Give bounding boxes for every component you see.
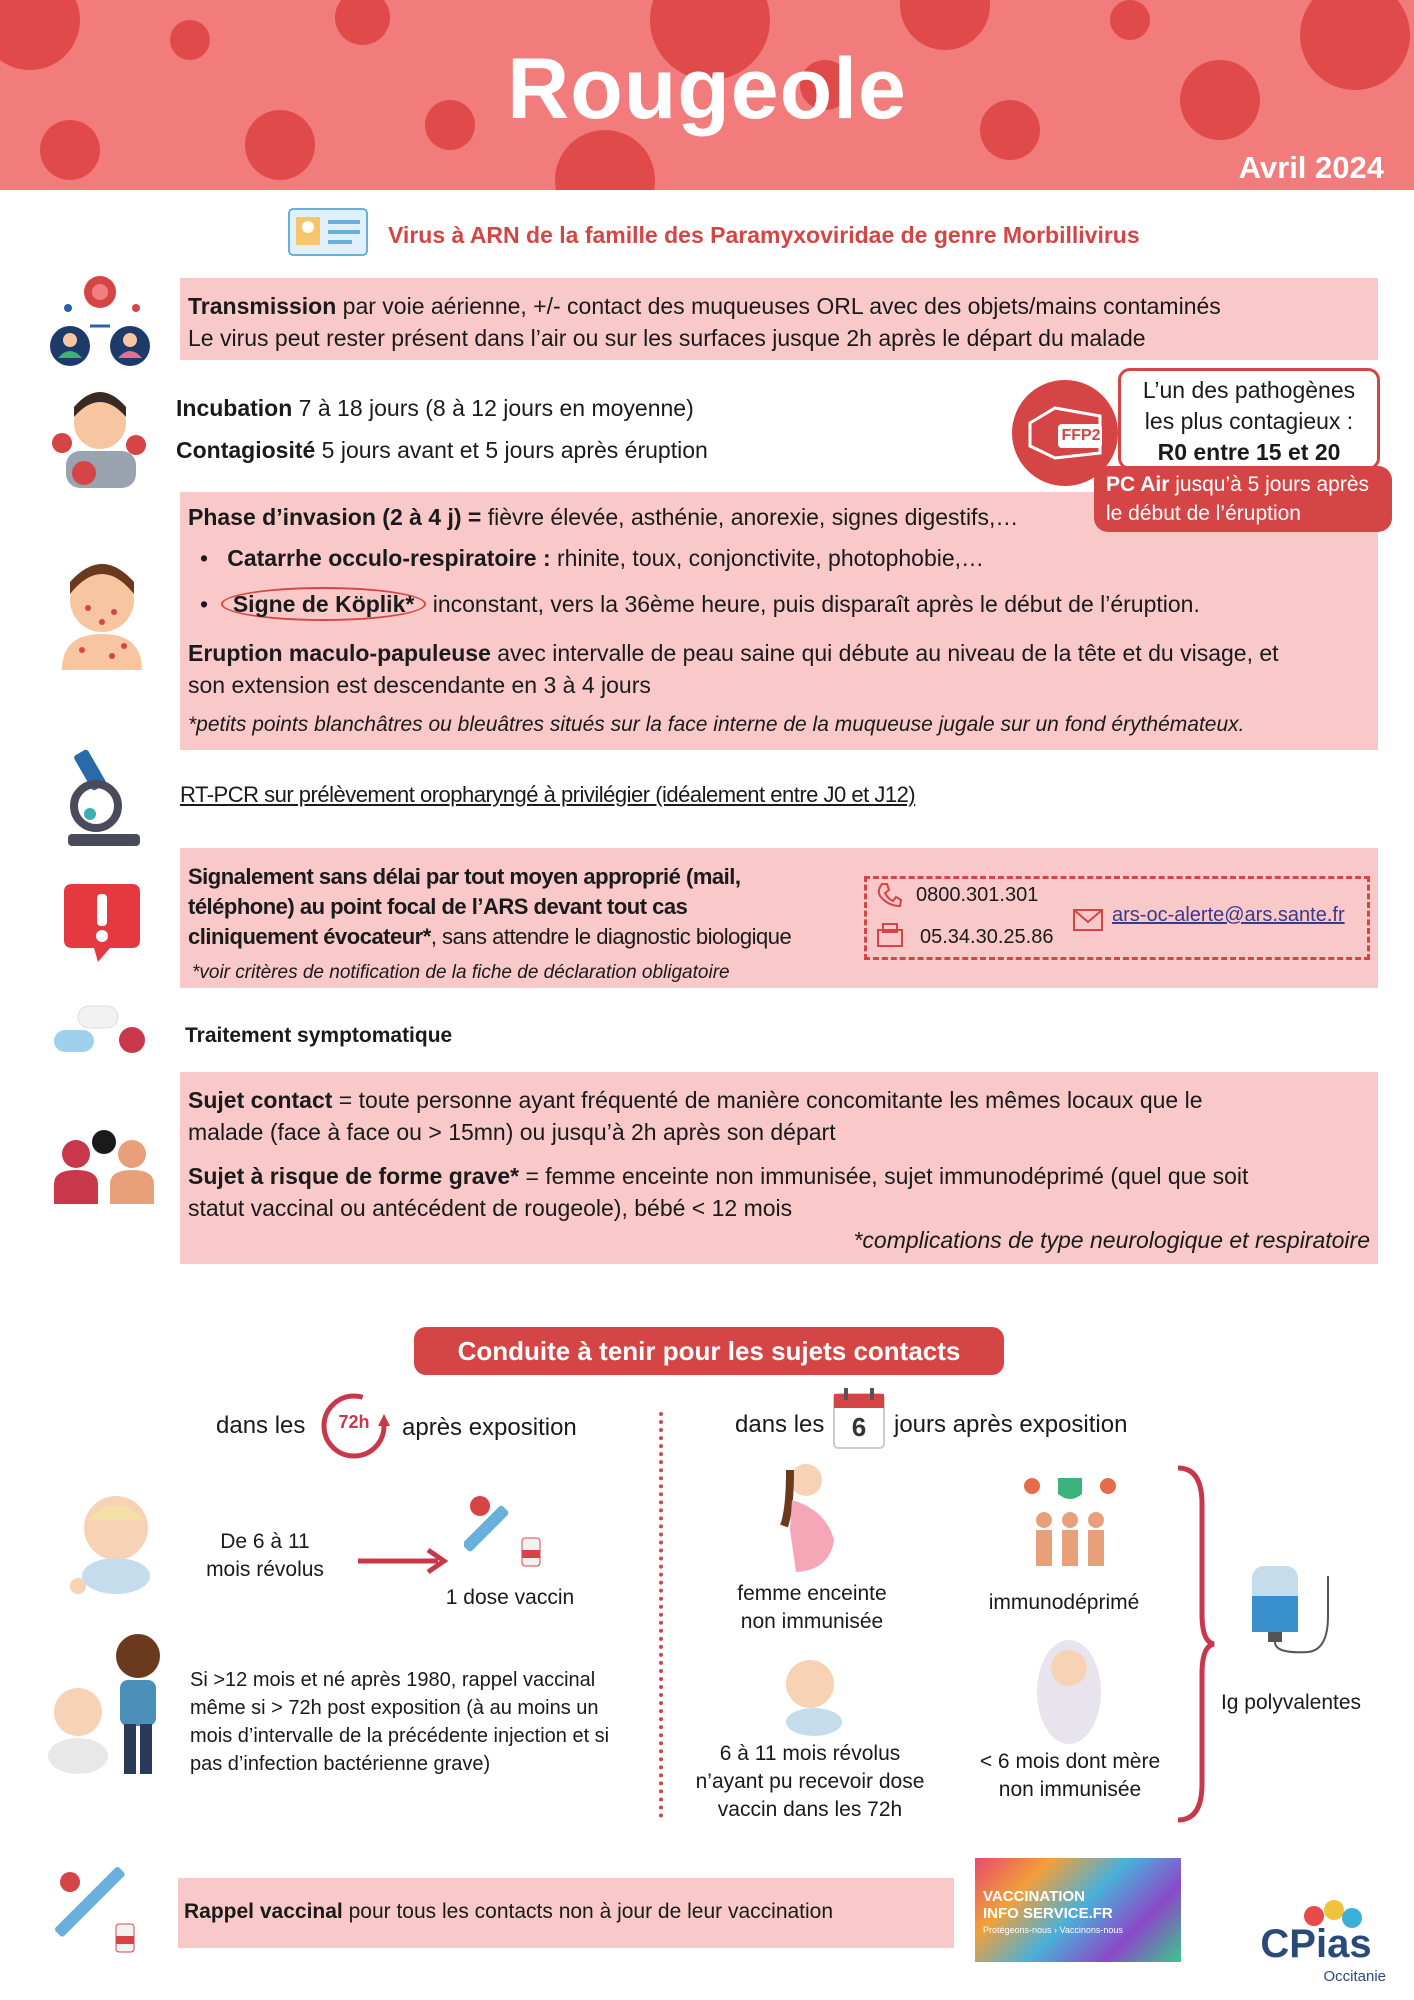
invasion-symptoms: fièvre élevée, asthénie, anorexie, signes digestifs,…	[481, 504, 1019, 530]
contagious-line2: les plus contagieux :	[1144, 408, 1354, 434]
koplik-bullet: • Signe de Köplik* inconstant, vers la 36ème heure, puis disparaît après le début de l’éruption.	[200, 588, 1200, 620]
cpias-region: Occitanie	[1323, 1968, 1386, 1985]
eruption-text: avec intervalle de peau saine qui débute au niveau de la tête et du visage, et	[490, 640, 1279, 666]
contagious-box	[1118, 368, 1380, 470]
fax-number: 05.34.30.25.86	[920, 926, 1054, 948]
cpias-name: CPias	[1260, 1922, 1372, 1966]
eruption-label: Eruption maculo-papuleuse	[188, 640, 491, 666]
risk-label: Sujet à risque de forme grave*	[188, 1163, 520, 1189]
cpias-logo[interactable]	[1246, 1896, 1386, 1986]
rappel-text: pour tous les contacts non à jour de leur vaccination	[342, 1900, 834, 1923]
transmission-box	[180, 278, 1378, 360]
pc-air-badge	[1094, 466, 1392, 532]
invasion-line	[188, 501, 1018, 533]
transmission-label: Transmission	[188, 293, 337, 319]
clock-72h-label: 72h	[338, 1412, 370, 1432]
contagiosite-value: 5 jours avant et 5 jours après éruption	[315, 437, 708, 463]
signalement-line3-text: , sans attendre le diagnostic biologique	[430, 924, 792, 949]
vacc-logo-line3: Protégeons-nous › Vaccinons-nous	[983, 1925, 1123, 1935]
ig-label: Ig polyvalentes	[1220, 1691, 1362, 1714]
alert-icon	[62, 880, 142, 964]
id-card-icon	[288, 208, 368, 256]
phone-icon	[876, 882, 902, 908]
clock-72h-icon	[316, 1390, 394, 1462]
contact-definition: = toute personne ayant fréquenté de manière concomitante les mêmes locaux que le	[332, 1087, 1203, 1113]
catarrhe-text: rhinite, toux, conjonctivite, photophobie,…	[550, 545, 985, 571]
date-label: Avril 2024	[1238, 150, 1384, 185]
pc-air-label: PC Air	[1106, 473, 1170, 496]
incubation-value: 7 à 18 jours (8 à 12 jours en moyenne)	[292, 395, 694, 421]
rappel-label: Rappel vaccinal	[184, 1900, 343, 1923]
traitement-text: Traitement symptomatique	[185, 1024, 453, 1047]
signalement-line3-bold: cliniquement évocateur*	[188, 924, 431, 949]
contagiosite-label: Contagiosité	[176, 437, 316, 463]
contact-label: Sujet contact	[188, 1087, 333, 1113]
signalement-text	[188, 862, 868, 952]
vacc-logo-line2: INFO SERVICE.FR	[983, 1905, 1113, 1922]
koplik-label: Signe de Köplik*	[221, 587, 426, 621]
eruption-extension: son extension est descendante en 3 à 4 jours	[188, 672, 651, 698]
pc-air-line2: le début de l’éruption	[1106, 502, 1301, 525]
left-pre-label: dans les	[216, 1412, 306, 1439]
calendar-day: 6	[851, 1412, 867, 1442]
right-post-label: jours après exposition	[894, 1411, 1128, 1438]
email-link[interactable]: ars-oc-alerte@ars.sante.fr	[1112, 904, 1345, 926]
vaccination-info-service-logo[interactable]	[975, 1858, 1181, 1962]
incubation-line	[176, 392, 694, 424]
transmission-persistence: Le virus peut rester présent dans l’air ou sur les surfaces jusque 2h après le départ du malade	[188, 325, 1146, 351]
dose-label: 1 dose vaccin	[445, 1586, 575, 1609]
microscope-icon	[68, 748, 140, 848]
transmission-text: par voie aérienne, +/- contact des muqueuses ORL avec des objets/mains contaminés	[336, 293, 1221, 319]
risk-definition-2: statut vaccinal ou antécédent de rougeole), bébé < 12 mois	[188, 1195, 793, 1221]
pc-air-text: jusqu’à 5 jours après	[1169, 473, 1370, 496]
sick-man-icon	[48, 383, 148, 488]
six-months-label: < 6 mois dont mère non immunisée	[979, 1750, 1161, 1801]
syringe-icon	[54, 1866, 144, 1956]
column-divider	[659, 1412, 663, 1818]
immuno-label: immunodéprimé	[988, 1591, 1140, 1614]
koplik-text: inconstant, vers la 36ème heure, puis disparaît après le début de l’éruption.	[426, 591, 1200, 617]
right-pre-label: dans les	[735, 1411, 825, 1438]
conduite-title: Conduite à tenir pour les sujets contacts	[414, 1327, 1004, 1375]
rappel-12-text: Si >12 mois et né après 1980, rappel vaccinal même si > 72h post exposition (à au moins un mois d’intervalle de la précédente injection et si pas d’infection bactérienne grave)	[190, 1669, 610, 1775]
catarrhe-label: Catarrhe occulo-respiratoire :	[227, 545, 551, 571]
group-people-icon	[54, 1128, 154, 1204]
contact-definition-2: malade (face à face ou > 15mn) ou jusqu’à 2h après son départ	[188, 1119, 836, 1145]
vacc-logo-line1: VACCINATION	[983, 1888, 1085, 1905]
complications-note: *complications de type neurologique et respiratoire	[853, 1227, 1370, 1253]
children-icon	[40, 1630, 170, 1776]
ffp2-label: FFP2	[1061, 427, 1101, 444]
signalement-note: *voir critères de notification de la fiche de déclaration obligatoire	[192, 962, 730, 983]
fax-icon	[876, 922, 904, 948]
baby-icon	[60, 1490, 160, 1594]
risk-definition: = femme enceinte non immunisée, sujet immunodéprimé (quel que soit	[519, 1163, 1249, 1189]
header-banner	[0, 0, 1414, 190]
arrow-icon	[356, 1546, 448, 1576]
eruption-line	[188, 637, 1279, 669]
signalement-line1: Signalement sans délai par tout moyen approprié (mail,	[188, 864, 741, 889]
vaccine-icon	[464, 1490, 550, 1570]
contact-box	[180, 1072, 1378, 1264]
child-rash-icon	[52, 552, 152, 670]
koplik-note: *petits points blanchâtres ou bleuâtres situés sur la face interne de la muqueuse jugale sur un fond érythémateux.	[188, 713, 1245, 736]
virus-description: Virus à ARN de la famille des Paramyxoviridae de genre Morbillivirus	[388, 222, 1140, 248]
signalement-line2: téléphone) au point focal de l’ARS devant tout cas	[188, 894, 688, 919]
femme-label: femme enceinte non immunisée	[737, 1582, 887, 1633]
immunocompromised-icon	[1018, 1474, 1122, 1570]
phone-number: 0800.301.301	[916, 884, 1039, 906]
curly-brace	[1172, 1464, 1216, 1824]
iv-bag-icon	[1242, 1556, 1342, 1656]
crawling-baby-icon	[770, 1656, 854, 1736]
calendar-icon	[832, 1386, 886, 1450]
contagious-line1: L’un des pathogènes	[1142, 377, 1356, 403]
invasion-label: Phase d’invasion (2 à 4 j) =	[188, 504, 482, 530]
catarrhe-bullet: • Catarrhe occulo-respiratoire : rhinite, toux, conjonctivite, photophobie,…	[200, 545, 985, 571]
transmission-icon	[48, 270, 153, 370]
incubation-label: Incubation	[176, 395, 293, 421]
pregnant-woman-icon	[770, 1460, 850, 1580]
bebe-label: 6 à 11 mois révolus n’ayant pu recevoir dose vaccin dans les 72h	[695, 1742, 925, 1821]
diagnostic-text: RT-PCR sur prélèvement oropharyngé à privilégier (idéalement entre J0 et J12)	[180, 782, 916, 807]
page-title: Rougeole	[507, 41, 907, 137]
age-6-11-label: De 6 à 11 mois révolus	[206, 1530, 324, 1581]
email-icon	[1072, 904, 1104, 932]
pills-icon	[50, 1000, 150, 1070]
rappel-box	[178, 1878, 954, 1948]
r0-value: R0 entre 15 et 20	[1157, 439, 1341, 465]
newborn-icon	[1036, 1638, 1102, 1746]
contagiosite-line	[176, 434, 708, 466]
left-post-label: après exposition	[402, 1414, 577, 1441]
